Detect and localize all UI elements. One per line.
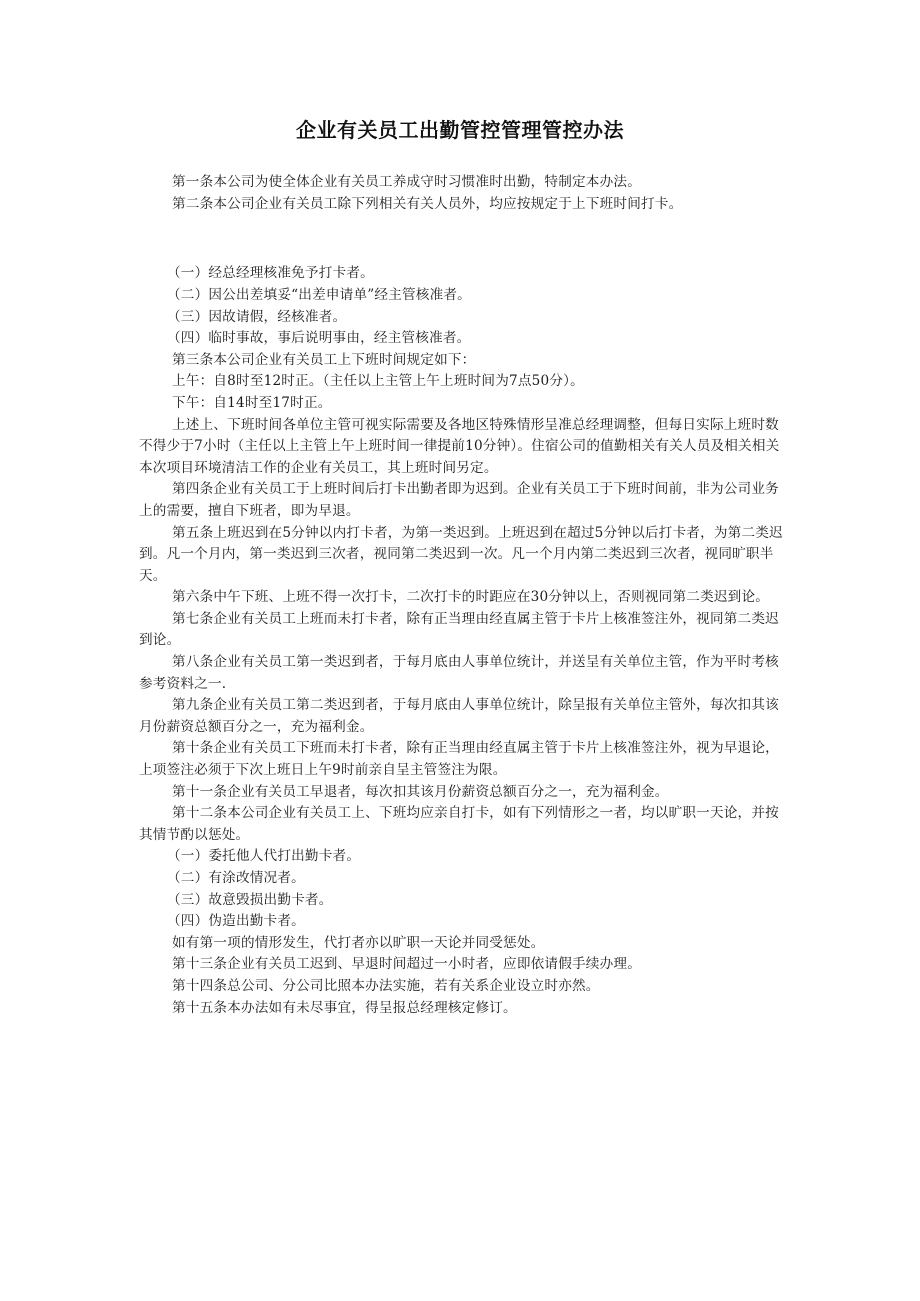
list-item: （四）临时事故，事后说明事由，经主管核准者。 <box>167 330 471 347</box>
paragraph: 上午：自8时至12时正。（主任以上主管上午上班时间为7点50分）。 <box>172 373 584 390</box>
list-item: （一）委托他人代打出勤卡者。 <box>167 848 361 865</box>
document-body <box>139 172 787 1019</box>
paragraph-spacer <box>139 229 787 250</box>
paragraph: 第三条本公司企业有关员工上下班时间规定如下： <box>172 351 476 368</box>
document-title: 企业有关员工出勤管控管理管控办法 <box>296 118 624 142</box>
paragraph: 第四条企业有关员工于上班时间后打卡出勤者即为迟到。企业有关员工于下班时间前，非为公司业务上的需要，擅自下班者，即为早退。 <box>139 481 779 519</box>
paragraph: 上述上、下班时间各单位主管可视实际需要及各地区特殊情形呈准总经理调整，但每日实际上班时数不得少于7小时（主任以上主管上午上班时间一律提前10分钟）。住宿公司的值勤相关有关人员及相关相关本次项目环境清洁工作的企业有关员工，其上班时间另定。 <box>139 416 780 476</box>
list-item: （四）伪造出勤卡者。 <box>167 913 305 930</box>
paragraph: 下午：自14时至17时正。 <box>172 394 332 411</box>
paragraph: 第八条企业有关员工第一类迟到者，于每月底由人事单位统计，并送呈有关单位主管，作为平时考核参考资料之一. <box>139 654 779 692</box>
list-item: （二）因公出差填妥“出差申请单”经主管核准者。 <box>167 286 471 303</box>
paragraph: 第五条上班迟到在5分钟以内打卡者，为第一类迟到。上班迟到在超过5分钟以后打卡者，为第二类迟到。凡一个月内，第一类迟到三次者，视同第二类迟到一次。凡一个月内第二类迟到三次者，视同旷职半天。 <box>139 524 783 584</box>
paragraph: 第十条企业有关员工下班而未打卡者，除有正当理由经直属主管于卡片上核准签注外，视为早退论，上项签注必须于下次上班日上午9时前亲自呈主管签注为限。 <box>139 740 779 779</box>
paragraph: 第十三条企业有关员工迟到、早退时间超过一小时者，应即依请假手续办理。 <box>172 956 641 973</box>
list-item: （三）因故请假，经核准者。 <box>167 308 347 325</box>
paragraph: 第九条企业有关员工第二类迟到者，于每月底由人事单位统计，除呈报有关单位主管外，每次扣其该月份薪资总额百分之一，充为福利金。 <box>139 697 779 735</box>
list-item: （二）有涂改情况者。 <box>167 870 305 886</box>
paragraph: 第七条企业有关员工上班而未打卡者，除有正当理由经直属主管于卡片上核准签注外，视同第二类迟到论。 <box>139 610 779 649</box>
paragraph: 第二条本公司企业有关员工除下列相关有关人员外，均应按规定于上下班时间打卡。 <box>172 195 683 212</box>
paragraph: 第十四条总公司、分公司比照本办法实施，若有关系企业设立时亦然。 <box>172 977 600 994</box>
paragraph: 第十二条本公司企业有关员工上、下班均应亲自打卡，如有下列情形之一者，均以旷职一天论，并按其情节酌以惩处。 <box>139 805 779 843</box>
paragraph: 第六条中午下班、上班不得一次打卡，二次打卡的时距应在30分钟以上，否则视同第二类迟到论。 <box>172 589 770 606</box>
paragraph: 第十五条本办法如有未尽事宜，得呈报总经理核定修订。 <box>172 999 517 1016</box>
paragraph: 第十一条企业有关员工早退者，每次扣其该月份薪资总额百分之一，充为福利金。 <box>172 783 669 800</box>
list-item: （三）故意毁损出勤卡者。 <box>167 891 333 908</box>
paragraph: 如有第一项的情形发生，代打者亦以旷职一天论并同受惩处。 <box>172 934 545 951</box>
paragraph: 第一条本公司为使全体企业有关员工养成守时习惯准时出勤，特制定本办法。 <box>172 174 641 190</box>
list-item: （一）经总经理核准免予打卡者。 <box>167 265 374 282</box>
